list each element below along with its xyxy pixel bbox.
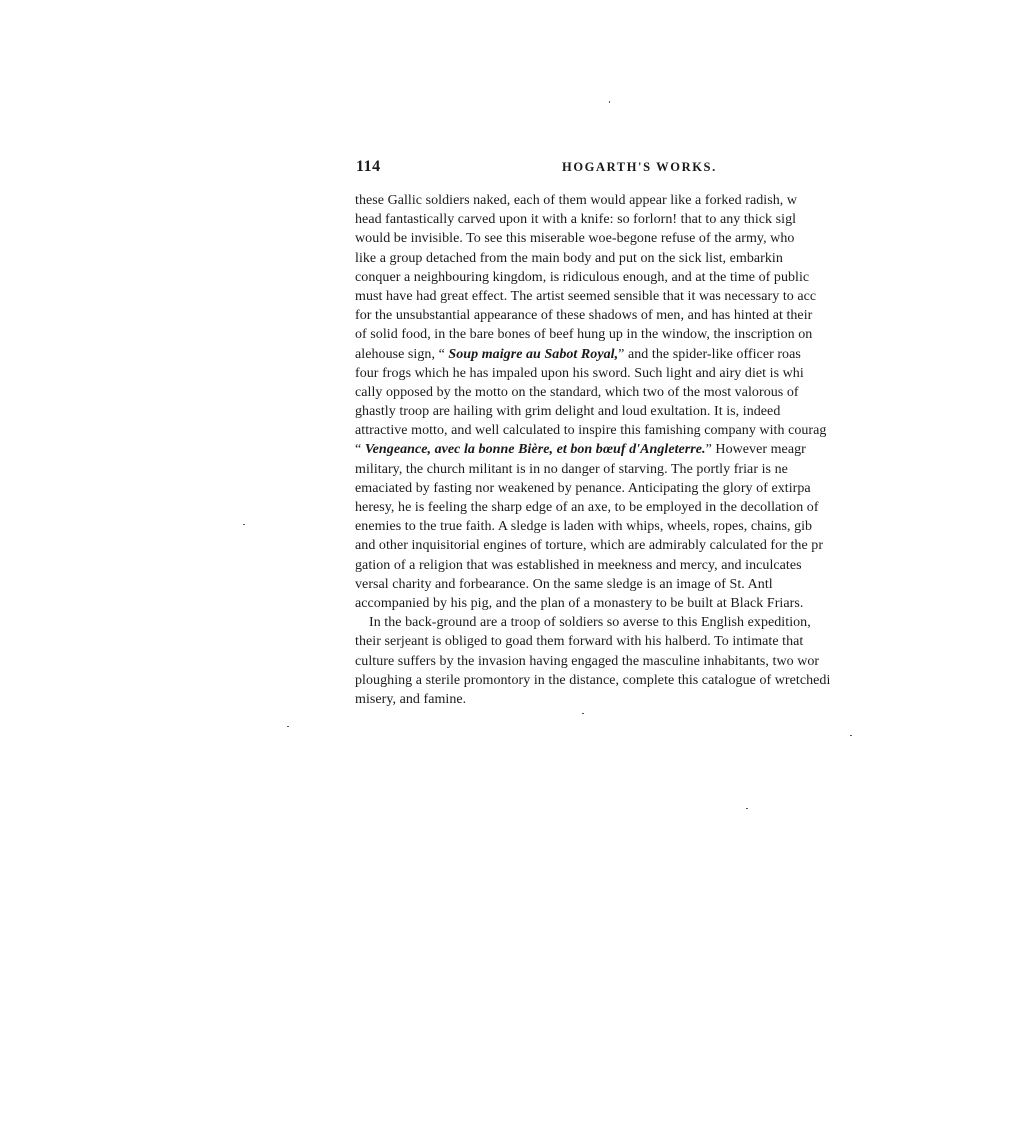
- italic-quotation: Vengeance, avec la bonne Bière, et bon bœuf d'Angleterre.: [364, 442, 706, 458]
- text-line: cally opposed by the motto on the standard, which two of the most valorous of: [355, 384, 799, 400]
- scan-speck: [582, 713, 584, 714]
- text-line: of solid food, in the bare bones of beef hung up in the window, the inscription on: [355, 327, 813, 343]
- running-head: HOGARTH'S WORKS.: [562, 160, 717, 174]
- text-segment: alehouse sign, “: [355, 346, 449, 362]
- text-segment: ” and the spider-like officer roas: [618, 346, 801, 362]
- text-line: and other inquisitorial engines of torture, which are admirably calculated for the pr: [355, 538, 824, 554]
- text-line: [355, 440, 895, 459]
- body-text: [355, 191, 895, 711]
- text-line: [355, 345, 895, 364]
- page-header: [356, 158, 916, 178]
- text-line: accompanied by his pig, and the plan of a monastery to be built at Black Friars.: [355, 595, 804, 611]
- italic-quotation: Soup maigre au Sabot Royal,: [448, 346, 619, 362]
- text-line: four frogs which he has impaled upon his sword. Such light and airy diet is whi: [355, 365, 804, 381]
- text-segment: “: [355, 442, 365, 458]
- scan-speck: [609, 101, 610, 103]
- text-line: misery, and famine.: [355, 691, 467, 707]
- text-line: head fantastically carved upon it with a knife: so forlorn! that to any thick sigl: [355, 212, 797, 228]
- text-line: for the unsubstantial appearance of these shadows of men, and has hinted at their: [355, 308, 813, 324]
- text-line: these Gallic soldiers naked, each of them would appear like a forked radish, w: [355, 193, 798, 208]
- text-line: emaciated by fasting nor weakened by penance. Anticipating the glory of extirpa: [355, 480, 811, 496]
- scan-speck: [287, 726, 289, 727]
- text-line: would be invisible. To see this miserable woe-begone refuse of the army, who: [355, 231, 795, 247]
- text-line: conquer a neighbouring kingdom, is ridiculous enough, and at the time of public: [355, 269, 810, 285]
- text-line: versal charity and forbearance. On the same sledge is an image of St. Antl: [355, 576, 773, 592]
- text-line: heresy, he is feeling the sharp edge of an axe, to be employed in the decollation of: [355, 500, 819, 515]
- scan-speck: [850, 735, 852, 736]
- scan-speck: [746, 808, 748, 809]
- text-line: like a group detached from the main body and put on the sick list, embarkin: [355, 250, 783, 266]
- text-segment: ” However meagr: [705, 442, 806, 458]
- text-line: culture suffers by the invasion having engaged the masculine inhabitants, two wor: [355, 653, 820, 669]
- scan-speck: [243, 524, 245, 525]
- text-line: must have had great effect. The artist seemed sensible that it was necessary to acc: [355, 288, 817, 304]
- text-line: their serjeant is obliged to goad them forward with his halberd. To intimate that: [355, 634, 804, 650]
- text-line: military, the church militant is in no danger of starving. The portly friar is ne: [355, 461, 788, 477]
- page-number: 114: [356, 158, 381, 175]
- text-line: ploughing a sterile promontory in the distance, complete this catalogue of wretchedi: [355, 672, 831, 688]
- text-line: gation of a religion that was established in meekness and mercy, and inculcates: [355, 557, 802, 573]
- text-line: attractive motto, and well calculated to inspire this famishing company with courag: [355, 423, 827, 439]
- text-line: enemies to the true faith. A sledge is laden with whips, wheels, ropes, chains, gib: [355, 519, 813, 535]
- text-line: ghastly troop are hailing with grim delight and loud exultation. It is, indeed: [355, 404, 781, 420]
- text-line: In the back-ground are a troop of soldiers so averse to this English expedition,: [369, 615, 811, 631]
